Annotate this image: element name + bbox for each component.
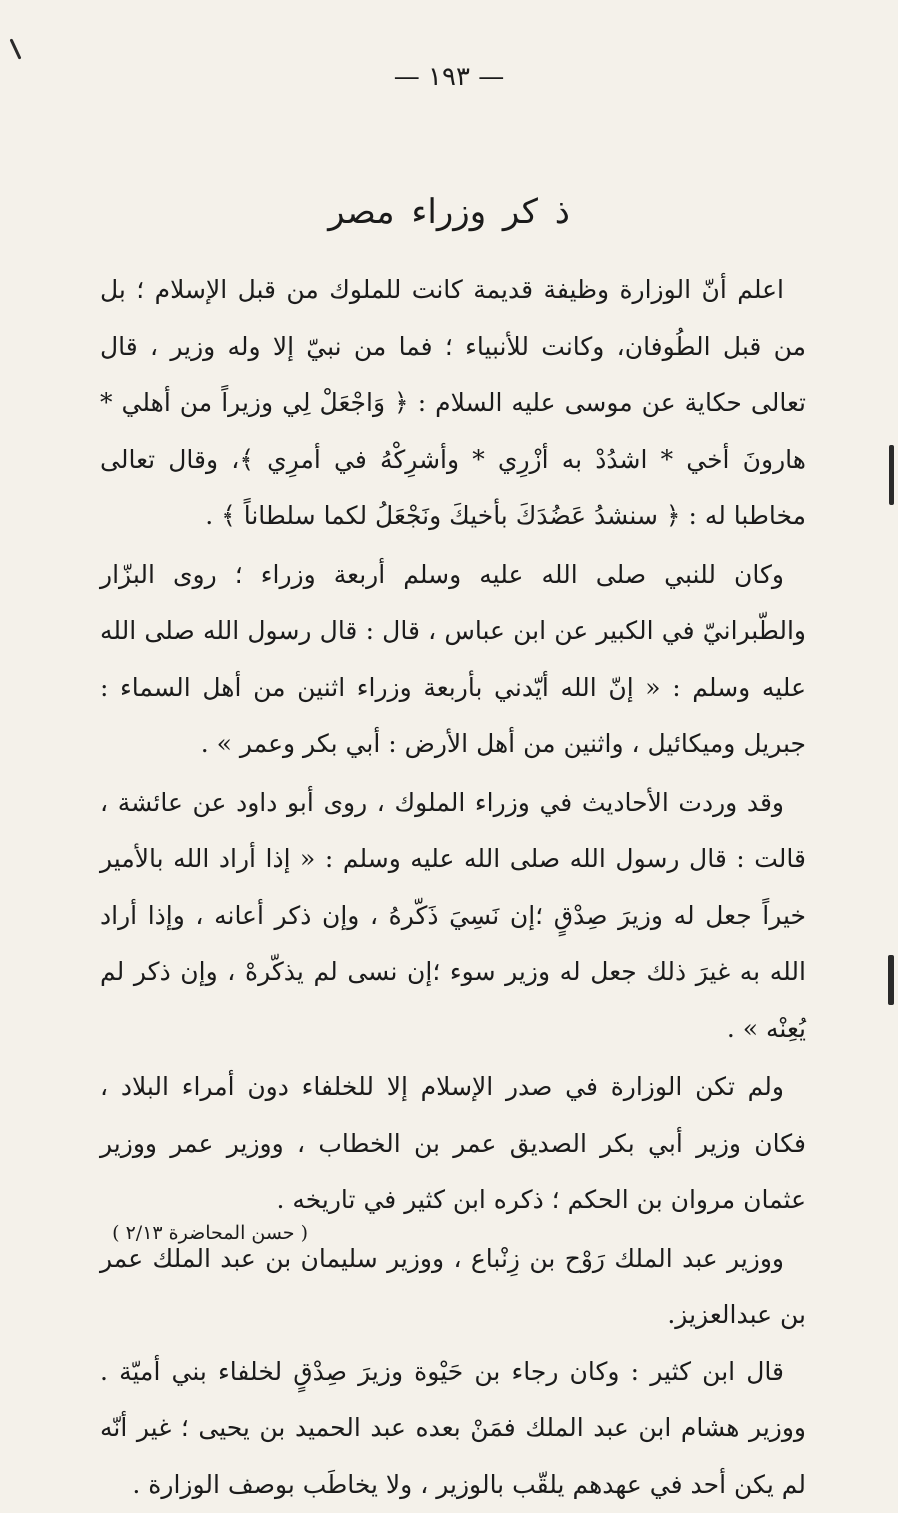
paragraph: اعلم أنّ الوزارة وظيفة قديمة كانت للملوك من قبل الإسلام ؛ بل من قبل الطُوفان، وكانت للأنبياء ؛ فما من نبيّ إلا وله وزير ، قال تعالى حكاية عن موسى عليه السلام : ﴿ وَاجْعَلْ لِي وزيراً من أهلي * هارونَ أخي * اشدُدْ به أزْرِي * وأشرِكْهُ في أمرِي ﴾، وقال تعالى مخاطبا له : ﴿ سنشدُ عَضُدَكَ بأخيكَ ونَجْعَلُ لكما سلطاناً ﴾ . xyxy=(100,262,806,545)
paragraph: ووزير عبد الملك رَوْح بن زِنْباع ، ووزير سليمان بن عبد الملك عمر بن عبدالعزيز. xyxy=(100,1231,806,1344)
scan-mark xyxy=(889,445,894,505)
scan-mark xyxy=(888,955,894,1005)
paragraph: ولم تكن الوزارة في صدر الإسلام إلا للخلفاء دون أمراء البلاد ، فكان وزير أبي بكر الصديق عمر بن الخطاب ، ووزير عمر ووزير عثمان مروان بن الحكم ؛ ذكره ابن كثير في تاريخه . xyxy=(100,1059,806,1229)
paragraph: وقد وردت الأحاديث في وزراء الملوك ، روى أبو داود عن عائشة ، قالت : قال رسول الله صلى الله عليه وسلم : « إذا أراد الله بالأمير خيراً جعل له وزيرَ صِدْقٍ ؛إن نَسِيَ ذَكّرهُ ، وإن ذكر أعانه ، وإذا أراد الله به غيرَ ذلك جعل له وزير سوء ؛إن نسى لم يذكّرهْ ، وإن ذكر لم يُعِنْه » . xyxy=(100,775,806,1058)
page-title: ذ كر وزراء مصر xyxy=(0,192,898,232)
page-number: — ١٩٣ — xyxy=(0,62,898,92)
source-citation: ( حسن المحاضرة ٢/١٣ ) xyxy=(112,1222,308,1244)
paragraph: قال ابن كثير : وكان رجاء بن حَيْوة وزيرَ صِدْقٍ لخلفاء بني أميّة . ووزير هشام ابن عبد الملك فمَنْ بعده عبد الحميد بن يحيى ؛ غير أنّه لم يكن أحد في عهدهم يلقّب بالوزير ، ولا يخاطَب بوصف الوزارة . xyxy=(100,1344,806,1513)
scan-mark xyxy=(9,38,21,59)
body-text xyxy=(100,262,806,1513)
paragraph: وكان للنبي صلى الله عليه وسلم أربعة وزراء ؛ روى البزّار والطّبرانيّ في الكبير عن ابن عباس ، قال : قال رسول الله صلى الله عليه وسلم : « إنّ الله أيّدني بأربعة وزراء اثنين من أهل السماء : جبريل وميكائيل ، واثنين من أهل الأرض : أبي بكر وعمر » . xyxy=(100,547,806,773)
